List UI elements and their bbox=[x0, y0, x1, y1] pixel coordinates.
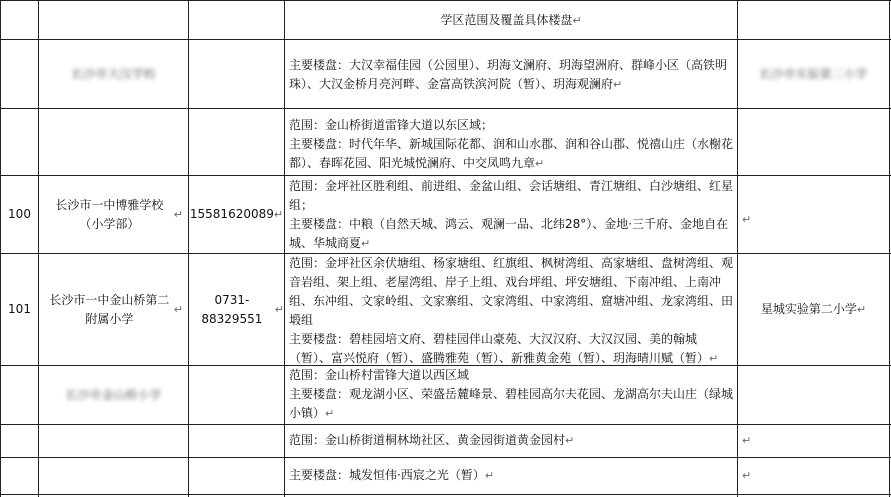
school-name-cell bbox=[45, 254, 183, 365]
phone-cell bbox=[189, 176, 284, 253]
row-number: 100 bbox=[8, 207, 31, 221]
remark-text: 星城实验第二小学 bbox=[760, 302, 857, 316]
school-name-cell bbox=[39, 366, 188, 424]
paragraph-mark-icon: ↵ bbox=[273, 208, 284, 221]
paragraph-mark-icon: ↵ bbox=[856, 303, 867, 316]
scope-text: 主要楼盘：城发恒伟·西宸之光（暂） bbox=[289, 468, 485, 482]
paragraph-mark-icon: ↵ bbox=[361, 237, 371, 250]
scope-column-header bbox=[285, 1, 737, 39]
remark-text: 长沙市实验第二小学 bbox=[759, 66, 868, 81]
scope-text: 范围：金山桥街道雷锋大道以东区域； 主要楼盘：时代年华、新城国际花都、润和山水郡、润和谷山郡、悦禧山庄（水榭花都）、春晖花园、阳光城悦澜府、中交凤鸣九章 bbox=[289, 118, 734, 170]
school-name-cell bbox=[39, 40, 188, 108]
paragraph-mark-icon: ↵ bbox=[742, 469, 752, 482]
row-number-cell bbox=[1, 176, 38, 253]
remark-cell bbox=[738, 254, 889, 365]
school-name-cell bbox=[45, 176, 183, 253]
row-number-cell bbox=[1, 254, 38, 365]
remark-cell bbox=[738, 40, 889, 108]
paragraph-mark-icon: ↵ bbox=[173, 208, 183, 221]
school-name: 长沙市一中金山桥第二附属小学 bbox=[49, 292, 170, 326]
paragraph-mark-icon: ↵ bbox=[325, 407, 335, 420]
table-border bbox=[889, 0, 890, 497]
school-name: 长沙市大汉学校 bbox=[71, 66, 156, 81]
scope-cell bbox=[287, 177, 735, 252]
scope-cell bbox=[287, 254, 735, 364]
remark-cell bbox=[742, 466, 782, 485]
school-name: 长沙市金山桥小学 bbox=[65, 387, 162, 402]
scope-cell bbox=[287, 431, 735, 453]
scope-header-label: 学区范围及覆盖具体楼盘 bbox=[440, 12, 573, 27]
paragraph-mark-icon: ↵ bbox=[742, 213, 752, 226]
paragraph-mark-icon: ↵ bbox=[565, 434, 575, 447]
paragraph-mark-icon: ↵ bbox=[535, 157, 545, 170]
paragraph-mark-icon: ↵ bbox=[173, 303, 183, 316]
phone-number: 0731-88329551 bbox=[201, 292, 263, 326]
scope-text: 范围：金坪社区余伏塘组、杨家塘组、红旗组、枫树湾组、高家塘组、盘树湾组、观音岩组、架上组、老屋湾组、岸子上组、戏台坪组、坪安塘组、下南冲组、上南冲组、东冲组、文家岭组、文家寨组、文家湾组、中家湾组、窟塘冲组、龙家湾组、田塅组 主要楼盘：碧桂园培文府、碧桂园伴山豪苑、大汉汉府、大汉汉园、美的翰城（暂）、富兴悦府（暂）、盛腾雅苑（暂）、新雅黄金苑（暂）、玥海晴川赋（暂） bbox=[289, 256, 734, 365]
paragraph-mark-icon: ↵ bbox=[484, 469, 495, 482]
school-name: 长沙市一中博雅学校（小学部） bbox=[55, 197, 164, 231]
scope-text: 主要楼盘：大汉幸福佳园（公园里）、玥海文澜府、玥海望洲府、群峰小区（高铁明珠）、大汉金桥月亮河畔、金富高铁滨河院（暂）、玥海观澜府 bbox=[289, 58, 728, 91]
scope-cell bbox=[287, 116, 735, 174]
scope-cell bbox=[287, 366, 735, 423]
table-border bbox=[0, 424, 891, 425]
paragraph-mark-icon: ↵ bbox=[274, 303, 284, 316]
paragraph-mark-icon: ↵ bbox=[742, 434, 752, 447]
row-number-cell bbox=[1, 40, 38, 108]
phone-number: 15581620089 bbox=[189, 207, 274, 221]
scope-text: 范围：金坪社区胜利组、前进组、金盆山组、会话塘组、青江塘组、白沙塘组、红星组； 主要楼盘：中粮（自然天城、鸿云、观澜一品、北纬28°）、金地·三千府、金地自在城、华城商夏 bbox=[289, 179, 734, 250]
table-border bbox=[0, 494, 891, 495]
paragraph-mark-icon: ↵ bbox=[709, 352, 719, 365]
remark-cell bbox=[742, 431, 782, 450]
phone-cell bbox=[189, 254, 284, 365]
paragraph-mark-icon: ↵ bbox=[572, 13, 582, 27]
paragraph-mark-icon: ↵ bbox=[613, 78, 623, 91]
scope-text: 范围：金山桥村雷锋大道以西区域 主要楼盘：观龙湖小区、荣盛岳麓峰景、碧桂园高尔夫花园、龙湖高尔夫山庄（绿城小镇） bbox=[289, 368, 734, 420]
table-border bbox=[284, 0, 285, 497]
row-number: 101 bbox=[8, 302, 31, 316]
table-border bbox=[0, 108, 891, 109]
scope-cell bbox=[287, 466, 735, 488]
remark-cell bbox=[742, 210, 782, 229]
table-border bbox=[0, 457, 891, 458]
scope-cell bbox=[287, 52, 735, 106]
scope-text: 范围：金山桥街道桐林坳社区、黄金园街道黄金园村 bbox=[289, 433, 566, 447]
